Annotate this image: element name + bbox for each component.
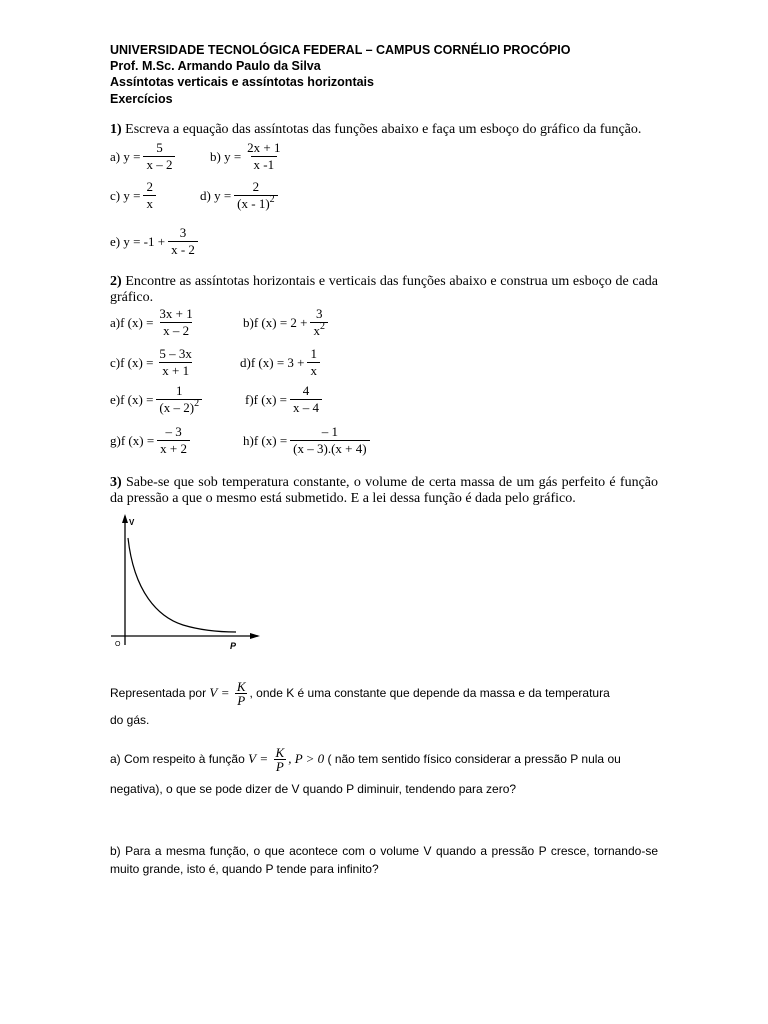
denominator xyxy=(310,322,328,339)
question-3-text xyxy=(110,475,658,507)
numerator: 5 – 3x xyxy=(159,346,192,361)
denominator: x -1 xyxy=(251,156,278,173)
question-3a xyxy=(110,746,658,773)
q1-e-label: e) y = -1 + xyxy=(110,233,166,249)
question-2-statement: Encontre as assíntotas horizontais e verticais das funções abaixo e construa um esboço de cada gráfico. xyxy=(110,274,658,305)
q1-item-e xyxy=(110,225,201,258)
q1-d-label: d) y = xyxy=(200,187,232,203)
question-2-text xyxy=(110,274,658,306)
numerator: – 3 xyxy=(165,424,182,439)
q2-item-g xyxy=(110,424,193,457)
constant-description: , onde K é uma constante que depende da massa e da temperatura xyxy=(249,686,610,700)
numerator: K xyxy=(236,679,246,695)
q2-d-label: d)f (x) = 3 + xyxy=(240,354,305,370)
fraction xyxy=(156,306,195,339)
hyperbola-curve xyxy=(128,538,236,632)
numerator: 5 xyxy=(156,140,163,155)
denominator: (x – 3).(x + 4) xyxy=(290,440,369,457)
fraction xyxy=(290,424,369,457)
numerator: 2x + 1 xyxy=(247,140,281,155)
question-1-number: 1) xyxy=(110,122,122,137)
university-title: UNIVERSIDADE TECNOLÓGICA FEDERAL – CAMPUS CORNÉLIO PROCÓPIO xyxy=(110,43,571,57)
question-1-text xyxy=(110,122,658,138)
denominator-base: x xyxy=(313,323,320,338)
q2-item-h xyxy=(243,424,373,457)
q2-item-c xyxy=(110,346,198,379)
q2-item-f xyxy=(245,383,325,416)
question-3a-line2: negativa), o que se pode dizer de V quando P diminuir, tendendo para zero? xyxy=(110,782,517,796)
q3a-intro: a) Com respeito à função xyxy=(110,752,245,766)
k-over-p-fraction xyxy=(235,680,248,707)
y-axis-label: V xyxy=(129,518,135,527)
q1-item-c xyxy=(110,179,159,212)
q1-item-b xyxy=(210,140,287,173)
denominator: x – 4 xyxy=(290,399,322,416)
k-over-p-fraction xyxy=(274,746,287,773)
numerator: 1 xyxy=(176,383,183,398)
q3a-remark: ( não tem sentido físico considerar a pressão P nula ou xyxy=(324,752,621,766)
fraction xyxy=(290,383,322,416)
law-representation xyxy=(110,680,658,707)
q2-item-a xyxy=(110,306,199,339)
section-title: Exercícios xyxy=(110,92,173,106)
denominator xyxy=(156,399,202,416)
x-axis-arrow xyxy=(250,633,260,639)
exponent: 2 xyxy=(269,194,275,205)
representada-text: Representada por xyxy=(110,686,207,700)
x-axis-label: P xyxy=(230,641,237,651)
q2-e-label: e)f (x) = xyxy=(110,391,154,407)
q2-item-d xyxy=(240,346,323,379)
q1-item-d xyxy=(200,179,281,212)
topic-title: Assíntotas verticais e assíntotas horizontais xyxy=(110,75,374,89)
numerator: 3x + 1 xyxy=(159,306,193,321)
denominator: x xyxy=(143,195,156,212)
numerator: 3 xyxy=(315,306,323,321)
numerator: 4 xyxy=(302,383,310,398)
fraction xyxy=(307,346,320,379)
q1-b-label: b) y = xyxy=(210,148,242,164)
equals-sign: = xyxy=(259,751,269,766)
fraction xyxy=(156,383,202,416)
question-3-statement: Sabe-se que sob temperatura constante, o volume de certa massa de um gás perfeito é função da pressão a que o mesmo está submetido. E a lei dessa função é dada pelo gráfico. xyxy=(110,475,658,506)
numerator: 2 xyxy=(146,179,153,194)
q2-g-label: g)f (x) = xyxy=(110,432,155,448)
fraction xyxy=(143,179,156,212)
fraction xyxy=(143,140,175,173)
professor-name: Prof. M.Sc. Armando Paulo da Silva xyxy=(110,59,321,73)
volume-symbol: V xyxy=(248,751,257,766)
denominator-base: (x - 1) xyxy=(237,196,270,211)
law-end: do gás. xyxy=(110,713,150,727)
denominator-base: (x – 2) xyxy=(159,400,195,415)
numerator: – 1 xyxy=(321,424,338,439)
numerator: 3 xyxy=(179,225,187,240)
denominator: x + 1 xyxy=(159,362,192,379)
q2-h-label: h)f (x) = xyxy=(243,432,288,448)
question-2-number: 2) xyxy=(110,274,122,289)
exponent: 2 xyxy=(319,321,325,332)
numerator: 1 xyxy=(310,346,317,361)
denominator: P xyxy=(275,759,284,775)
fraction xyxy=(168,225,198,258)
fraction xyxy=(157,424,190,457)
q1-c-label: c) y = xyxy=(110,187,141,203)
fraction xyxy=(234,179,278,212)
fraction xyxy=(244,140,283,173)
denominator: x + 2 xyxy=(157,440,190,457)
numerator: K xyxy=(275,745,285,761)
volume-symbol: V xyxy=(209,685,218,700)
q2-b-label: b)f (x) = 2 + xyxy=(243,314,308,330)
fraction xyxy=(156,346,195,379)
pressure-condition: , P > 0 xyxy=(288,751,325,766)
question-3-number: 3) xyxy=(110,475,122,490)
q1-item-a xyxy=(110,140,178,173)
denominator xyxy=(234,195,278,212)
question-1-statement: Escreva a equação das assíntotas das funções abaixo e faça um esboço do gráfico da função. xyxy=(125,122,642,137)
denominator: P xyxy=(237,693,246,709)
q2-f-label: f)f (x) = xyxy=(245,391,287,407)
q2-c-label: c)f (x) = xyxy=(110,354,154,370)
pressure-volume-graph xyxy=(108,512,268,652)
fraction xyxy=(310,306,328,339)
denominator: x – 2 xyxy=(160,322,192,339)
denominator: x – 2 xyxy=(143,156,175,173)
question-3b: b) Para a mesma função, o que acontece com o volume V quando a pressão P cresce, tornando-se muito grande, isto é, quando P tende para infinito? xyxy=(110,844,658,876)
y-axis-arrow xyxy=(122,514,128,523)
q1-a-label: a) y = xyxy=(110,148,141,164)
denominator: x xyxy=(307,362,320,379)
equals-sign: = xyxy=(220,685,230,700)
q2-item-b xyxy=(243,306,331,339)
q2-item-e xyxy=(110,383,205,416)
denominator: x - 2 xyxy=(168,241,198,258)
exponent: 2 xyxy=(194,398,200,409)
q2-a-label: a)f (x) = xyxy=(110,314,154,330)
numerator: 2 xyxy=(252,179,260,194)
origin-label: O xyxy=(115,641,121,648)
